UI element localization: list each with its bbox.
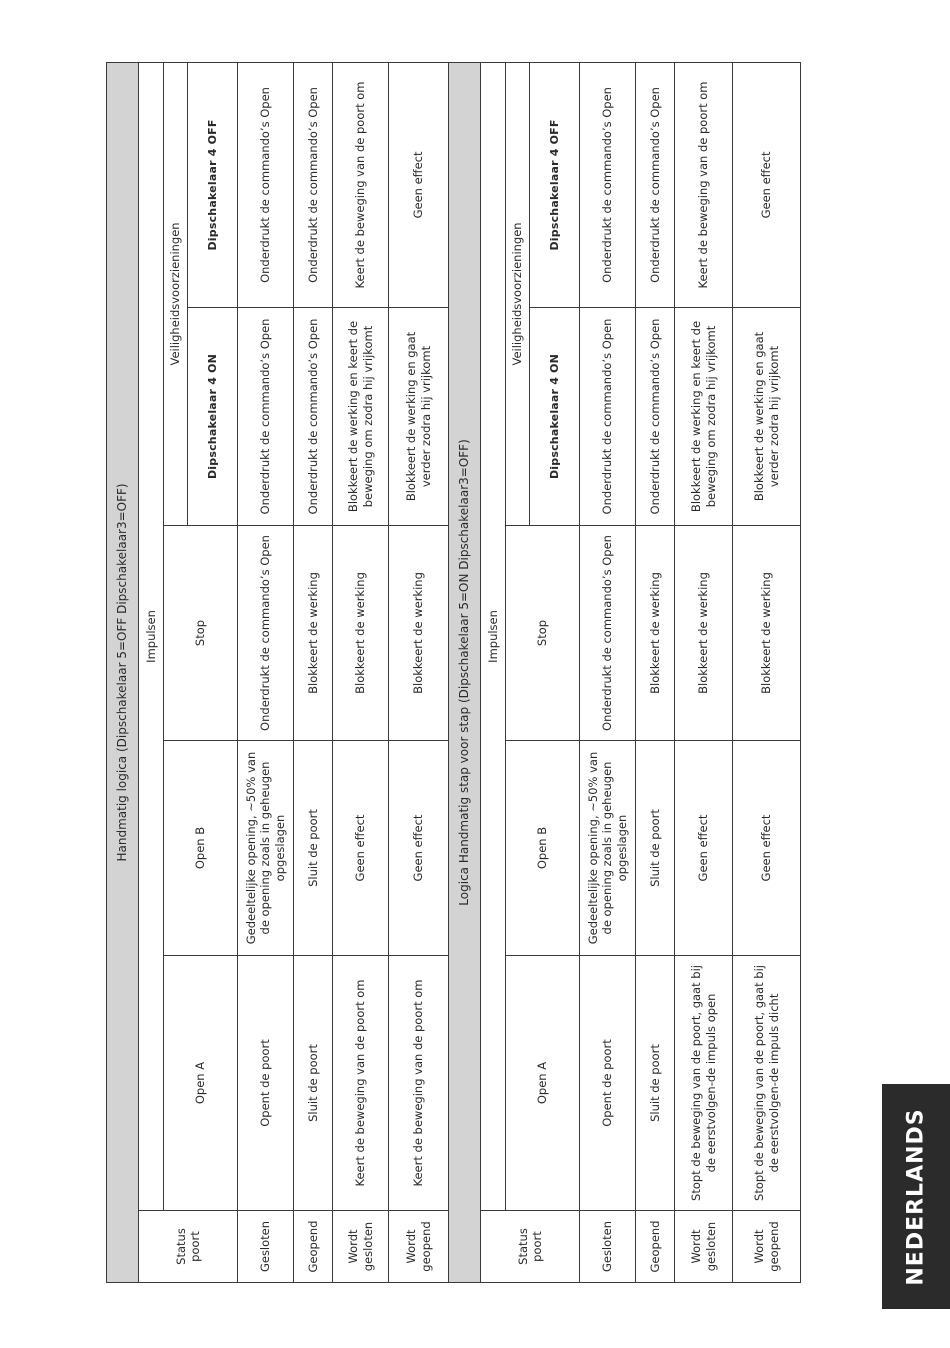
table2-title: Logica Handmatig stap voor stap (Dipschakelaar 5=ON Dipschakelaar3=OFF) [449, 62, 481, 1282]
status-cell: Gesloten [238, 1211, 294, 1283]
stop-cell: Blokkeert de werking [636, 526, 675, 741]
table-row [389, 62, 449, 1282]
dip4-off-cell: Keert de beweging van de poort om [333, 62, 389, 307]
table1-col-open-b: Open B [164, 741, 238, 956]
status-cell: Wordt gesloten [675, 1211, 733, 1283]
table2-col-open-b: Open B [506, 741, 580, 956]
dip4-off-cell: Onderdrukt de commando’s Open [238, 62, 294, 307]
open-b-cell: Gedeeltelijke opening, ~50% van de opening zoals in geheugen opgeslagen [580, 741, 636, 956]
table-row [333, 62, 389, 1282]
logic-tables [106, 62, 801, 1283]
stop-cell: Blokkeert de werking [389, 526, 449, 741]
table2-status-header: Status poort [481, 1211, 580, 1283]
status-cell: Gesloten [580, 1211, 636, 1283]
table1-col-dip4-off: Dipschakelaar 4 OFF [188, 62, 238, 307]
table2-col-dip4-on: Dipschakelaar 4 ON [530, 308, 580, 526]
open-a-cell: Stopt de beweging van de poort, gaat bij de eerstvolgen-de impuls dicht [733, 956, 801, 1211]
dip4-on-cell: Blokkeert de werking en gaat verder zodra hij vrijkomt [389, 308, 449, 526]
table1-title-row [107, 62, 139, 1282]
table2-col-open-a: Open A [506, 956, 580, 1211]
table-row [733, 62, 801, 1282]
table-row [675, 62, 733, 1282]
stop-cell: Onderdrukt de commando’s Open [580, 526, 636, 741]
table1-title: Handmatig logica (Dipschakelaar 5=OFF Dipschakelaar3=OFF) [107, 62, 139, 1282]
rotated-page-content [106, 63, 781, 1283]
dip4-on-cell: Onderdrukt de commando’s Open [294, 308, 333, 526]
open-b-cell: Sluit de poort [294, 741, 333, 956]
open-b-cell: Gedeeltelijke opening, ~50% van de opening zoals in geheugen opgeslagen [238, 741, 294, 956]
dip4-off-cell: Keert de beweging van de poort om [675, 62, 733, 307]
open-a-cell: Stopt de beweging van de poort, gaat bij de eerstvolgen-de impuls open [675, 956, 733, 1211]
open-a-cell: Sluit de poort [636, 956, 675, 1211]
table2-veiligheid-header: Veiligheidsvoorzieningen [506, 62, 530, 525]
open-b-cell: Geen effect [733, 741, 801, 956]
table2-header-row-2 [506, 62, 530, 1282]
dip4-on-cell: Onderdrukt de commando’s Open [636, 308, 675, 526]
open-a-cell: Keert de beweging van de poort om [333, 956, 389, 1211]
stop-cell: Onderdrukt de commando’s Open [238, 526, 294, 741]
open-a-cell: Opent de poort [580, 956, 636, 1211]
table1-col-stop: Stop [164, 526, 238, 741]
open-b-cell: Geen effect [333, 741, 389, 956]
table1-col-open-a: Open A [164, 956, 238, 1211]
table1-header-row-2 [164, 62, 188, 1282]
dip4-off-cell: Geen effect [733, 62, 801, 307]
table-row [238, 62, 294, 1282]
status-cell: Wordt geopend [733, 1211, 801, 1283]
dip4-off-cell: Geen effect [389, 62, 449, 307]
status-cell: Wordt geopend [389, 1211, 449, 1283]
language-tab [882, 1084, 950, 1309]
open-a-cell: Keert de beweging van de poort om [389, 956, 449, 1211]
language-tab-label: NEDERLANDS [903, 1107, 929, 1286]
open-b-cell: Geen effect [389, 741, 449, 956]
open-a-cell: Sluit de poort [294, 956, 333, 1211]
open-b-cell: Sluit de poort [636, 741, 675, 956]
status-cell: Geopend [294, 1211, 333, 1283]
stop-cell: Blokkeert de werking [294, 526, 333, 741]
table-row [636, 62, 675, 1282]
dip4-off-cell: Onderdrukt de commando’s Open [580, 62, 636, 307]
table-row [294, 62, 333, 1282]
table2-col-stop: Stop [506, 526, 580, 741]
stop-cell: Blokkeert de werking [675, 526, 733, 741]
dip4-on-cell: Blokkeert de werking en gaat verder zodra hij vrijkomt [733, 308, 801, 526]
table2-col-dip4-off: Dipschakelaar 4 OFF [530, 62, 580, 307]
open-b-cell: Geen effect [675, 741, 733, 956]
table1-header-row-1 [139, 62, 164, 1282]
dip4-on-cell: Onderdrukt de commando’s Open [580, 308, 636, 526]
dip4-on-cell: Onderdrukt de commando’s Open [238, 308, 294, 526]
table2-impulsen-header: Impulsen [481, 62, 506, 1210]
dip4-on-cell: Blokkeert de werking en keert de beweging om zodra hij vrijkomt [675, 308, 733, 526]
table1-status-header: Status poort [139, 1211, 238, 1283]
dip4-on-cell: Blokkeert de werking en keert de beweging om zodra hij vrijkomt [333, 308, 389, 526]
table1-impulsen-header: Impulsen [139, 62, 164, 1210]
table1-col-dip4-on: Dipschakelaar 4 ON [188, 308, 238, 526]
table1-veiligheid-header: Veiligheidsvoorzieningen [164, 62, 188, 525]
status-cell: Geopend [636, 1211, 675, 1283]
stop-cell: Blokkeert de werking [733, 526, 801, 741]
table-row [580, 62, 636, 1282]
dip4-off-cell: Onderdrukt de commando’s Open [636, 62, 675, 307]
stop-cell: Blokkeert de werking [333, 526, 389, 741]
status-cell: Wordt gesloten [333, 1211, 389, 1283]
table2-header-row-1 [481, 62, 506, 1282]
dip4-off-cell: Onderdrukt de commando’s Open [294, 62, 333, 307]
table2-title-row [449, 62, 481, 1282]
open-a-cell: Opent de poort [238, 956, 294, 1211]
